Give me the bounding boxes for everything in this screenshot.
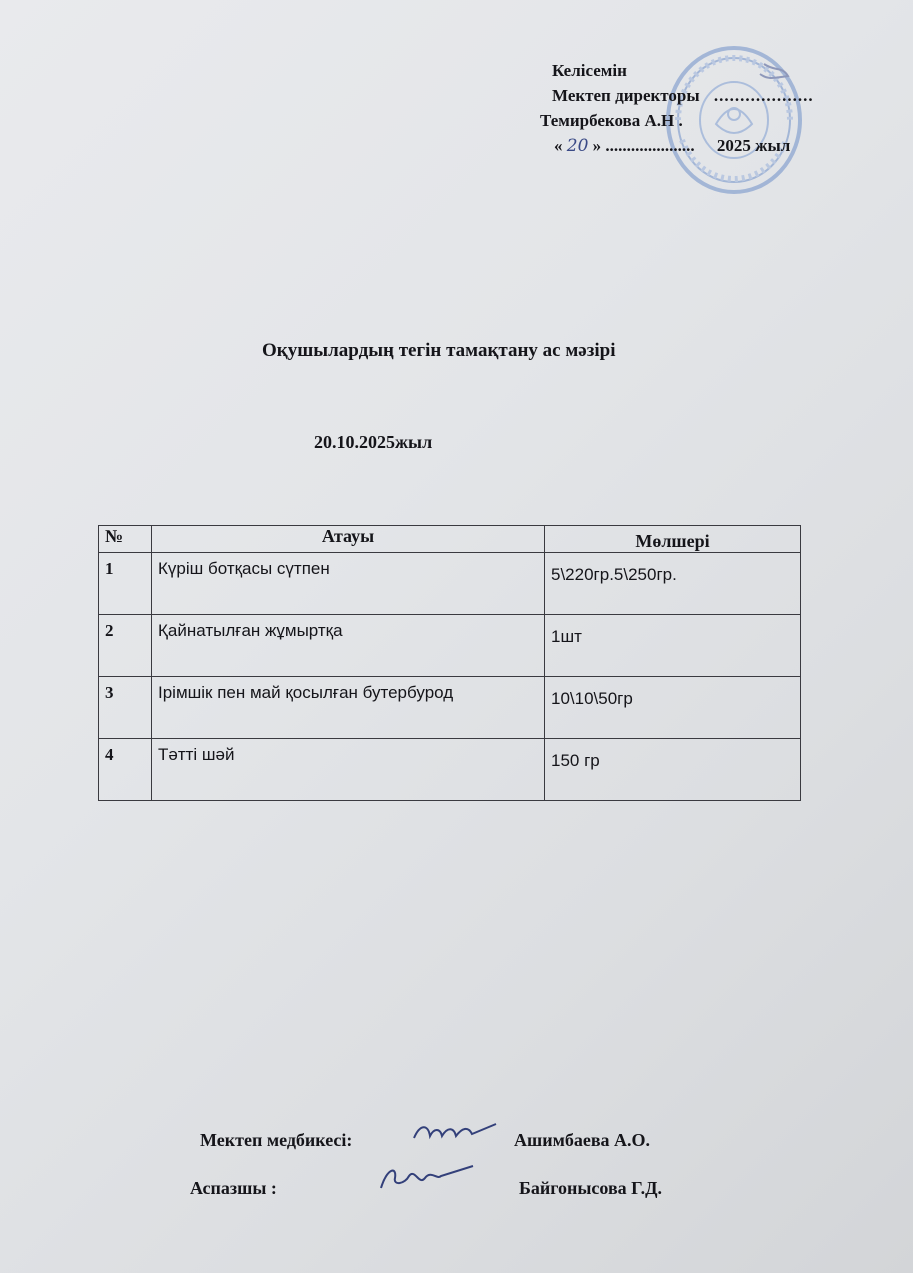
row-quantity: 5\220гр.5\250гр. [545, 553, 801, 615]
cook-role: Аспазшы : [190, 1178, 277, 1198]
approval-director-line [552, 83, 814, 108]
approval-date-open-quote: « [554, 136, 563, 155]
header-quantity: Мөлшері [545, 526, 801, 553]
row-number: 3 [99, 677, 152, 739]
table-row [99, 553, 801, 615]
menu-date: 20.10.2025жыл [314, 432, 433, 452]
page-title: Оқушылардың тегін тамақтану ас мәзірі [262, 340, 616, 361]
menu-table [98, 525, 801, 801]
approval-date-year: 2025 жыл [716, 136, 791, 155]
row-name: Тәтті шәй [152, 739, 545, 801]
cook-name: Байгонысова Г.Д. [519, 1178, 662, 1198]
approval-heading: Келісемін [552, 61, 627, 80]
nurse-signature-mark [410, 1120, 510, 1152]
table-row [99, 615, 801, 677]
approval-date-day: 20 [566, 136, 589, 156]
approval-date-line [554, 133, 814, 159]
row-number: 2 [99, 615, 152, 677]
row-name: Ірімшік пен май қосылған бутербурод [152, 677, 545, 739]
row-quantity: 10\10\50гр [545, 677, 801, 739]
nurse-name: Ашимбаева А.О. [514, 1130, 651, 1150]
header-name: Атауы [152, 526, 545, 553]
row-quantity: 1шт [545, 615, 801, 677]
approval-signature-dots: ................... [713, 86, 814, 105]
cook-signature-mark [375, 1164, 515, 1200]
table-row [99, 677, 801, 739]
cook-signature-line [190, 1164, 662, 1200]
approval-date-dots: » ..................... [592, 136, 695, 155]
header-number: № [99, 526, 152, 553]
nurse-signature-line [200, 1120, 650, 1152]
row-quantity: 150 гр [545, 739, 801, 801]
row-number: 1 [99, 553, 152, 615]
row-name: Күріш ботқасы сүтпен [152, 553, 545, 615]
table-header-row [99, 526, 801, 553]
approval-director-name: Темирбекова А.Н . [540, 111, 683, 130]
row-name: Қайнатылған жұмыртқа [152, 615, 545, 677]
row-number: 4 [99, 739, 152, 801]
table-row [99, 739, 801, 801]
approval-director-title: Мектеп директоры [552, 86, 700, 105]
approval-block [540, 58, 814, 159]
nurse-role: Мектеп медбикесі: [200, 1130, 353, 1150]
